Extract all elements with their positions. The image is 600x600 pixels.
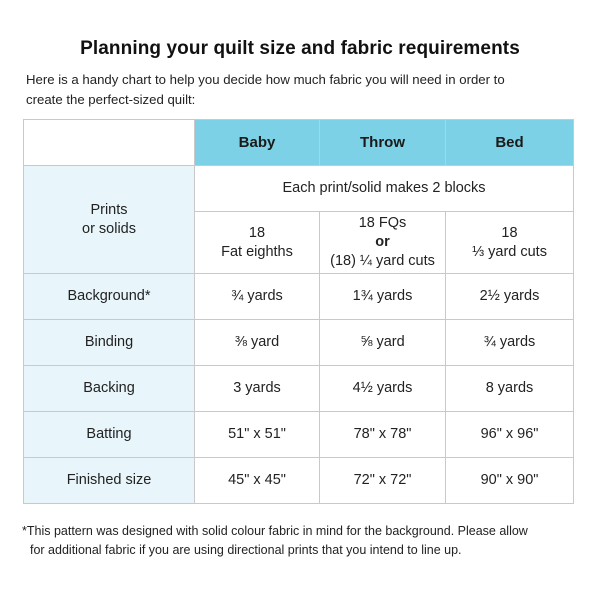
table-row	[24, 274, 574, 320]
row-label-backing: Backing	[24, 366, 195, 412]
batting-throw: 78" x 78"	[320, 412, 446, 458]
prints-label-line-1: Prints	[90, 201, 128, 218]
header-blank-cell	[24, 120, 195, 166]
backing-baby: 3 yards	[195, 366, 320, 412]
batting-baby: 51" x 51"	[195, 412, 320, 458]
row-label-binding: Binding	[24, 320, 195, 366]
intro-text	[26, 70, 566, 110]
backing-throw: 4½ yards	[320, 366, 446, 412]
prints-throw-cell	[320, 212, 446, 274]
table-row-prints-note	[24, 166, 574, 212]
batting-bed: 96" x 96"	[446, 412, 574, 458]
prints-span-note: Each print/solid makes 2 blocks	[195, 166, 574, 212]
row-label-finished-size: Finished size	[24, 458, 195, 504]
binding-throw: ⅝ yard	[320, 320, 446, 366]
footnote-line-1: *This pattern was designed with solid colour fabric in mind for the background. Please allow	[22, 524, 528, 538]
table-row	[24, 412, 574, 458]
table-header-row	[24, 120, 574, 166]
footnote-line-2: for additional fabric if you are using directional prints that you intend to line up.	[30, 543, 462, 557]
row-label-background: Background*	[24, 274, 195, 320]
prints-label-line-2: or solids	[82, 220, 136, 237]
binding-baby: ⅜ yard	[195, 320, 320, 366]
prints-baby-line-1: 18	[248, 224, 266, 241]
binding-bed: ¾ yards	[446, 320, 574, 366]
header-bed: Bed	[446, 120, 574, 166]
table-row	[24, 366, 574, 412]
row-label-prints	[24, 166, 195, 274]
backing-bed: 8 yards	[446, 366, 574, 412]
footnote	[22, 522, 582, 560]
finished-size-baby: 45" x 45"	[195, 458, 320, 504]
header-throw: Throw	[320, 120, 446, 166]
intro-line-2: create the perfect-sized quilt:	[26, 92, 196, 107]
prints-bed-line-1: 18	[501, 224, 518, 241]
prints-throw-line-1: 18 FQs	[358, 215, 407, 231]
table-row	[24, 320, 574, 366]
header-baby: Baby	[195, 120, 320, 166]
finished-size-throw: 72" x 72"	[320, 458, 446, 504]
prints-throw-line-3: (18) ¼ yard cuts	[330, 253, 435, 269]
table-row	[24, 458, 574, 504]
prints-baby-line-2: Fat eighths	[221, 243, 293, 260]
background-baby: ¾ yards	[195, 274, 320, 320]
finished-size-bed: 90" x 90"	[446, 458, 574, 504]
prints-bed-cell	[446, 212, 574, 274]
prints-bed-line-2: ⅓ yard cuts	[472, 243, 547, 260]
background-throw: 1¾ yards	[320, 274, 446, 320]
intro-line-1: Here is a handy chart to help you decide how much fabric you will need in order to	[26, 72, 505, 87]
background-bed: 2½ yards	[446, 274, 574, 320]
prints-baby-cell	[195, 212, 320, 274]
page-title: Planning your quilt size and fabric requirements	[80, 38, 520, 59]
prints-throw-line-2: or	[375, 234, 390, 250]
row-label-batting: Batting	[24, 412, 195, 458]
fabric-requirements-table	[23, 119, 574, 504]
